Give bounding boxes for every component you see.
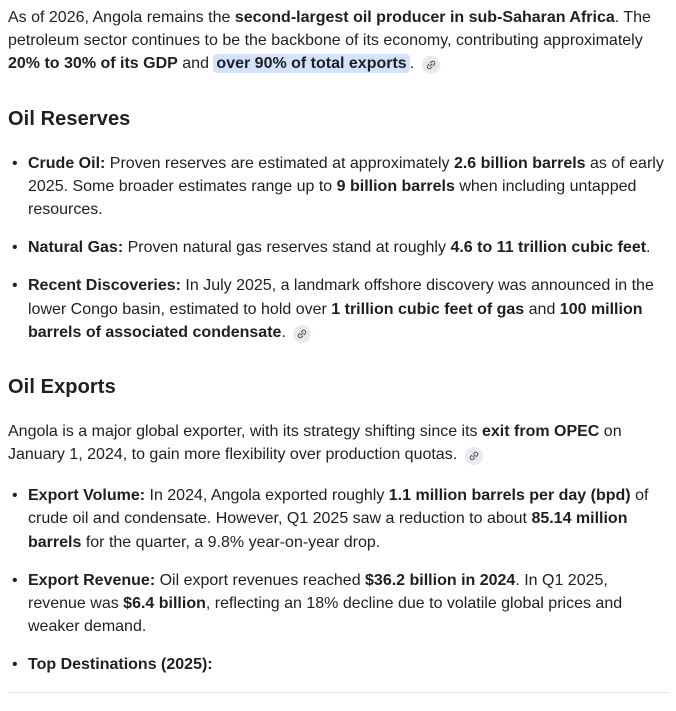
text-segment: Recent Discoveries: [28, 277, 181, 295]
text-segment: exit from OPEC [482, 422, 600, 440]
text-segment: Top Destinations (2025): [28, 656, 213, 674]
bullet-text [28, 239, 651, 256]
exports-lead-text [8, 423, 622, 463]
text-segment: . [646, 239, 651, 257]
text-segment: . The petroleum sector continues to be the backbone of its economy, contributing approximately [8, 9, 651, 50]
link-icon [425, 59, 437, 71]
bullet-text [28, 487, 648, 550]
text-segment: 9 billion barrels [336, 177, 455, 195]
list-item-export-volume [8, 484, 668, 554]
intro-text [8, 9, 651, 72]
bullet-text [28, 656, 213, 673]
text-segment: as of early 2025. Some broader estimates range up to [28, 154, 664, 195]
text-segment: $36.2 billion in 2024 [365, 571, 516, 589]
text-segment: second-largest oil producer in sub-Saharan Africa [234, 9, 615, 26]
bullet-text [28, 277, 654, 340]
text-segment: and [524, 300, 560, 318]
link-icon [468, 450, 480, 462]
table-top-border [8, 692, 668, 693]
list-item-natural-gas [8, 236, 668, 259]
text-segment: 1 trillion cubic feet of gas [331, 300, 525, 318]
text-segment: Natural Gas: [28, 239, 124, 257]
text-segment: 2.6 billion barrels [453, 154, 586, 172]
exports-lead-paragraph [8, 420, 668, 466]
text-segment: of crude oil and condensate. However, Q1 2025 saw a reduction to about [28, 487, 649, 528]
list-item-export-revenue [8, 569, 668, 639]
link-icon [296, 328, 308, 340]
text-segment: Oil export revenues reached [155, 571, 366, 589]
text-segment: 100 million barrels of associated condensate [28, 300, 643, 341]
list-item-recent-discoveries [8, 274, 668, 344]
heading-oil-exports: Oil Exports [8, 375, 116, 398]
heading-oil-reserves: Oil Reserves [8, 107, 131, 130]
oil-exports-list [8, 484, 668, 676]
bullet-text [28, 155, 664, 218]
text-segment: Proven reserves are estimated at approximately [105, 154, 454, 172]
text-segment: on January 1, 2024, to gain more flexibility over production quotas. [8, 422, 622, 464]
text-segment: . [281, 323, 291, 341]
list-item-crude-oil [8, 152, 668, 222]
list-item-top-destinations [8, 653, 668, 676]
oil-reserves-list [8, 152, 668, 344]
bullet-text [28, 572, 622, 635]
text-segment: Angola is a major global exporter, with its strategy shifting since its [8, 422, 482, 440]
text-segment: In July 2025, a landmark offshore discovery was announced in the lower Congo basin, estimated to hold over [28, 277, 654, 318]
text-segment: . [409, 55, 419, 73]
intro-paragraph [8, 6, 668, 76]
text-segment: As of 2026, Angola remains the [8, 9, 235, 26]
text-segment: Export Volume: [28, 487, 146, 505]
text-segment: Export Revenue: [28, 571, 156, 589]
source-link-chip[interactable] [422, 56, 440, 74]
text-segment: 20% to 30% of its GDP [8, 55, 178, 73]
source-link-chip[interactable] [293, 325, 311, 343]
text-segment: 4.6 to 11 trillion cubic feet [450, 239, 647, 257]
text-segment: Proven natural gas reserves stand at roughly [123, 239, 451, 257]
text-segment: Crude Oil: [28, 154, 106, 172]
text-segment: for the quarter, a 9.8% year-on-year drop. [81, 533, 381, 551]
text-segment: when including untapped resources. [28, 177, 637, 218]
text-segment: , reflecting an 18% decline due to volatile global prices and weaker demand. [28, 595, 623, 636]
text-segment: 1.1 million barrels per day (bpd) [388, 487, 631, 505]
text-segment: . In Q1 2025, revenue was [28, 571, 608, 612]
text-segment: 85.14 million barrels [28, 510, 628, 551]
text-segment: In 2024, Angola exported roughly [145, 487, 389, 505]
text-segment: and [177, 55, 214, 73]
text-segment: $6.4 billion [123, 595, 206, 612]
cited-text-highlight[interactable]: over 90% of total exports [213, 54, 409, 73]
source-link-chip[interactable] [465, 447, 483, 465]
